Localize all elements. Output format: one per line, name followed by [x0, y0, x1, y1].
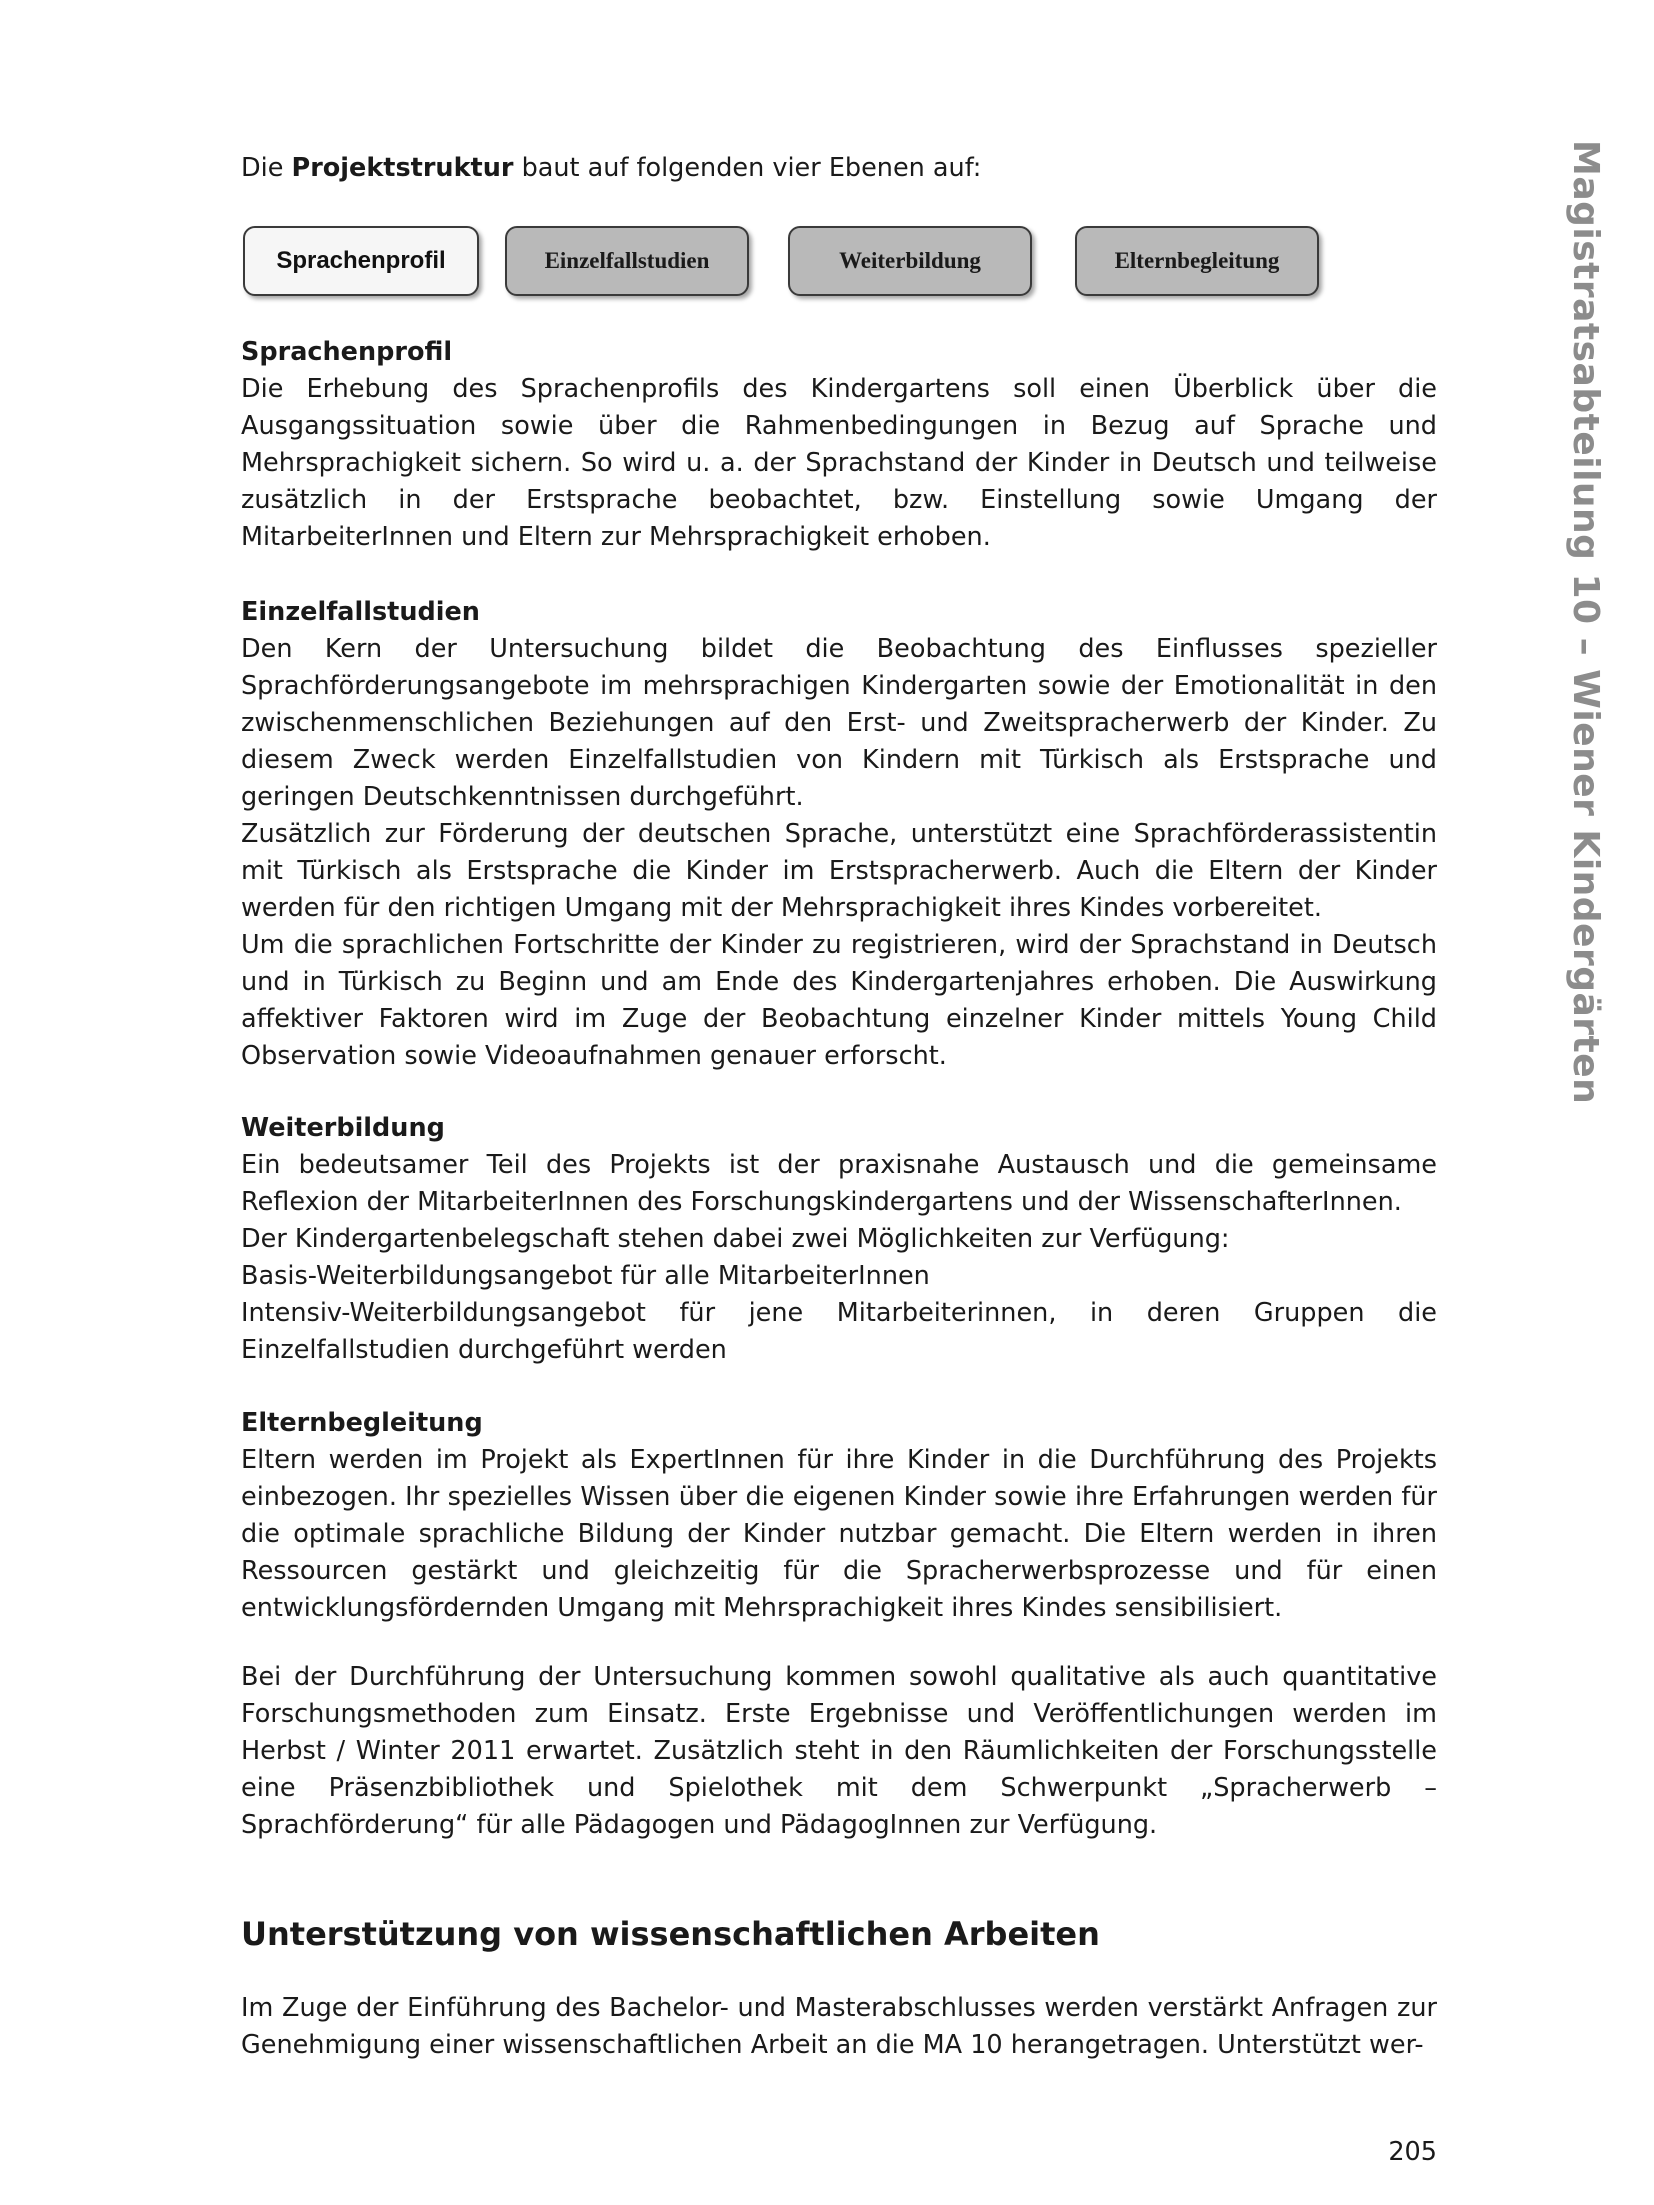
section-paragraph: Die Erhebung des Sprachenprofils des Kindergartens soll einen Überblick über die Ausgangssituation sowie über die Rahmenbedingungen in Bezug auf Sprache und Mehrsprachigkeit sichern. So wird u. a. der Sprachstand der Kinder in Deutsch und teilweise zusätzlich in der Erstsprache beobachtet, bzw. Einstellung sowie Umgang der MitarbeiterInnen und Eltern zur Mehrsprachigkeit erhoben.	[241, 374, 1437, 552]
section-wissenschaftliche-arbeiten	[241, 1990, 1437, 2064]
project-structure-diagram	[241, 226, 1437, 298]
level-box-einzelfallstudien: Einzelfallstudien	[505, 226, 749, 296]
section-elternbegleitung	[241, 1405, 1437, 1627]
section-sprachenprofil	[241, 334, 1437, 556]
intro-prefix: Die	[241, 153, 292, 183]
section-paragraph: Um die sprachlichen Fortschritte der Kinder zu registrieren, wird der Sprachstand in Deutsch und in Türkisch zu Beginn und am Ende des Kindergartenjahres erhoben. Die Auswirkung affektiver Faktoren wird im Zuge der Beobachtung einzelner Kinder mittels Young Child Observation sowie Videoaufnahmen genauer erforscht.	[241, 930, 1437, 1071]
level-box-elternbegleitung: Elternbegleitung	[1075, 226, 1319, 296]
closing-section	[241, 1659, 1437, 1844]
section-paragraph: Basis-Weiterbildungsangebot für alle MitarbeiterInnen	[241, 1261, 930, 1291]
section-paragraph: Ein bedeutsamer Teil des Projekts ist der praxisnahe Austausch und die gemeinsame Reflexion der MitarbeiterInnen des Forschungskindergartens und der WissenschafterInnen.	[241, 1150, 1437, 1217]
document-page	[241, 0, 1437, 2205]
section-paragraph: Der Kindergartenbelegschaft stehen dabei zwei Möglichkeiten zur Verfügung:	[241, 1224, 1230, 1254]
level-box-sprachenprofil: Sprachenprofil	[243, 226, 479, 296]
section-heading: Sprachenprofil	[241, 337, 453, 367]
intro-bold-term: Projektstruktur	[291, 153, 514, 183]
section-heading: Elternbegleitung	[241, 1408, 483, 1438]
intro-text	[241, 150, 1437, 187]
section-paragraph: Den Kern der Untersuchung bildet die Beobachtung des Einflusses spezieller Sprachförderungsangebote im mehrsprachigen Kindergarten sowie der Emotionalität in den zwischenmenschlichen Beziehungen auf den Erst- und Zweitspracherwerb der Kinder. Zu diesem Zweck werden Einzelfallstudien von Kindern mit Türkisch als Erstsprache und geringen Deutschkenntnissen durchgeführt.	[241, 634, 1437, 812]
intro-suffix: baut auf folgenden vier Ebenen auf:	[513, 153, 982, 183]
section-heading: Weiterbildung	[241, 1113, 445, 1143]
section-weiterbildung	[241, 1110, 1437, 1369]
section-paragraph: Intensiv-Weiterbildungsangebot für jene Mitarbeiterinnen, in deren Gruppen die Einzelfallstudien durchgeführt werden	[241, 1298, 1437, 1365]
page-number: 205	[1388, 2137, 1437, 2167]
closing-paragraph: Bei der Durchführung der Untersuchung kommen sowohl qualitative als auch quantitative Forschungsmethoden zum Einsatz. Erste Ergebnisse und Veröffentlichungen werden im Herbst / Winter 2011 erwartet. Zusätzlich steht in den Räumlichkeiten der Forschungsstelle eine Präsenzbibliothek und Spielothek mit dem Schwerpunkt „Spracherwerb – Sprachförderung“ für alle Pädagogen und PädagogInnen zur Verfügung.	[241, 1662, 1437, 1840]
section-heading: Einzelfallstudien	[241, 597, 480, 627]
level-box-weiterbildung: Weiterbildung	[788, 226, 1032, 296]
section-paragraph: Zusätzlich zur Förderung der deutschen Sprache, unterstützt eine Sprachförderassistentin mit Türkisch als Erstsprache die Kinder im Erstspracherwerb. Auch die Eltern der Kinder werden für den richtigen Umgang mit der Mehrsprachigkeit ihres Kindes vorbereitet.	[241, 819, 1437, 923]
section-title: Unterstützung von wissenschaftlichen Arbeiten	[241, 1915, 1100, 1953]
section-paragraph: Im Zuge der Einführung des Bachelor- und Masterabschlusses werden verstärkt Anfragen zur Genehmigung einer wissenschaftlichen Arbeit an die MA 10 herangetragen. Unterstützt wer-	[241, 1993, 1437, 2060]
section-paragraph: Eltern werden im Projekt als ExpertInnen für ihre Kinder in die Durchführung des Projekts einbezogen. Ihr spezielles Wissen über die eigenen Kinder sowie ihre Erfahrungen werden für die optimale sprachliche Bildung der Kinder nutzbar gemacht. Die Eltern werden in ihren Ressourcen gestärkt und gleichzeitig für die Spracherwerbsprozesse und für einen entwicklungsfördernden Umgang mit Mehrsprachigkeit ihres Kindes sensibilisiert.	[241, 1445, 1437, 1623]
section-einzelfallstudien	[241, 594, 1437, 1075]
sidebar-running-title: Magistratsabteilung 10 – Wiener Kindergärten	[1565, 140, 1606, 1105]
